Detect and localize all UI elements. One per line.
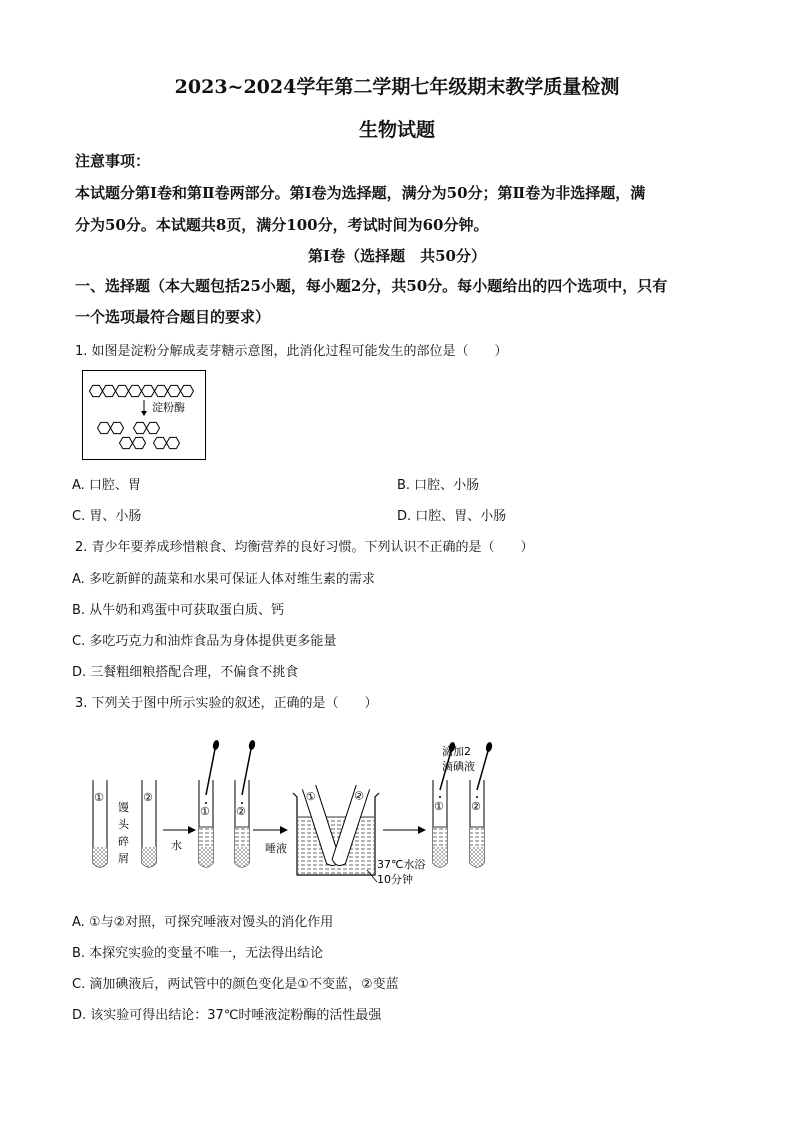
q2-option-d[interactable]: D. 三餐粗细粮搭配合理，不偏食不挑食 (72, 665, 299, 680)
question-3-stem: 3. 下列关于图中所示实验的叙述，正确的是（ ） (75, 696, 378, 711)
crumbs-label-2: 头 (118, 818, 129, 831)
stage-1-tubes (93, 780, 156, 867)
iodine-label-1: 滴加2 (442, 745, 471, 758)
saliva-label: 唾液 (265, 842, 287, 855)
exam-title: 2023~2024学年第二学期七年级期末教学质量检测 (174, 76, 620, 98)
section-heading: 第Ⅰ卷（选择题 共50分） (308, 247, 486, 265)
section-instructions-2: 一个选项最符合题目的要求） (75, 308, 271, 326)
tube-2-label: ② (471, 800, 481, 813)
notice-line-1: 本试题分第Ⅰ卷和第Ⅱ卷两部分。第Ⅰ卷为选择题，满分为50分；第Ⅱ卷为非选择题，满 (75, 184, 646, 202)
q3-option-a[interactable]: A. ①与②对照，可探究唾液对馒头的消化作用 (72, 915, 334, 930)
water-bath-beaker (293, 785, 425, 886)
tube-2-label: ② (143, 791, 153, 804)
iodine-label-2: 滴碘液 (442, 760, 475, 773)
q3-option-c[interactable]: C. 滴加碘液后，两试管中的颜色变化是①不变蓝，②变蓝 (72, 977, 399, 992)
q1-option-a[interactable]: A. 口腔、胃 (72, 478, 141, 493)
enzyme-label: 淀粉酶 (152, 401, 185, 414)
q2-option-c[interactable]: C. 多吃巧克力和油炸食品为身体提供更多能量 (72, 634, 337, 649)
q3-option-b[interactable]: B. 本探究实验的变量不唯一，无法得出结论 (72, 946, 324, 961)
q3-option-d[interactable]: D. 该实验可得出结论：37℃时唾液淀粉酶的活性最强 (72, 1008, 382, 1023)
tube-1-label: ① (304, 788, 318, 805)
q1-option-c[interactable]: C. 胃、小肠 (72, 509, 142, 524)
starch-digestion-figure (82, 370, 206, 460)
crumbs-label-3: 碎 (118, 835, 129, 848)
q1-option-d[interactable]: D. 口腔、胃、小肠 (397, 509, 507, 524)
iodine-test-tubes (433, 741, 493, 867)
section-instructions-1: 一、选择题（本大题包括25小题，每小题2分，共50分。每小题给出的四个选项中，只有 (75, 277, 668, 295)
stage-2-tubes (163, 739, 287, 867)
tube-1-label: ① (94, 791, 104, 804)
tube-1-label: ① (200, 805, 210, 818)
water-label: 水 (171, 839, 182, 852)
notice-heading: 注意事项： (75, 152, 151, 170)
tube-2-label: ② (352, 788, 366, 804)
crumbs-label-4: 屑 (118, 852, 129, 865)
q1-option-b[interactable]: B. 口腔、小肠 (397, 478, 480, 493)
q2-option-a[interactable]: A. 多吃新鲜的蔬菜和水果可保证人体对维生素的需求 (72, 572, 375, 587)
water-bath-label: 37℃水浴 (377, 858, 426, 871)
q2-option-b[interactable]: B. 从牛奶和鸡蛋中可获取蛋白质、钙 (72, 603, 285, 618)
tube-1-label: ① (434, 800, 444, 813)
crumbs-label-1: 馒 (118, 801, 129, 814)
question-1-stem: 1. 如图是淀粉分解成麦芽糖示意图，此消化过程可能发生的部位是（ ） (75, 344, 508, 359)
duration-label: 10分钟 (377, 873, 413, 886)
tube-2-label: ② (236, 805, 246, 818)
saliva-experiment-figure (85, 735, 505, 890)
question-2-stem: 2. 青少年要养成珍惜粮食、均衡营养的良好习惯。下列认识不正确的是（ ） (75, 540, 534, 555)
exam-subject: 生物试题 (358, 119, 435, 141)
notice-line-2: 分为50分。本试题共8页，满分100分，考试时间为60分钟。 (75, 216, 489, 234)
